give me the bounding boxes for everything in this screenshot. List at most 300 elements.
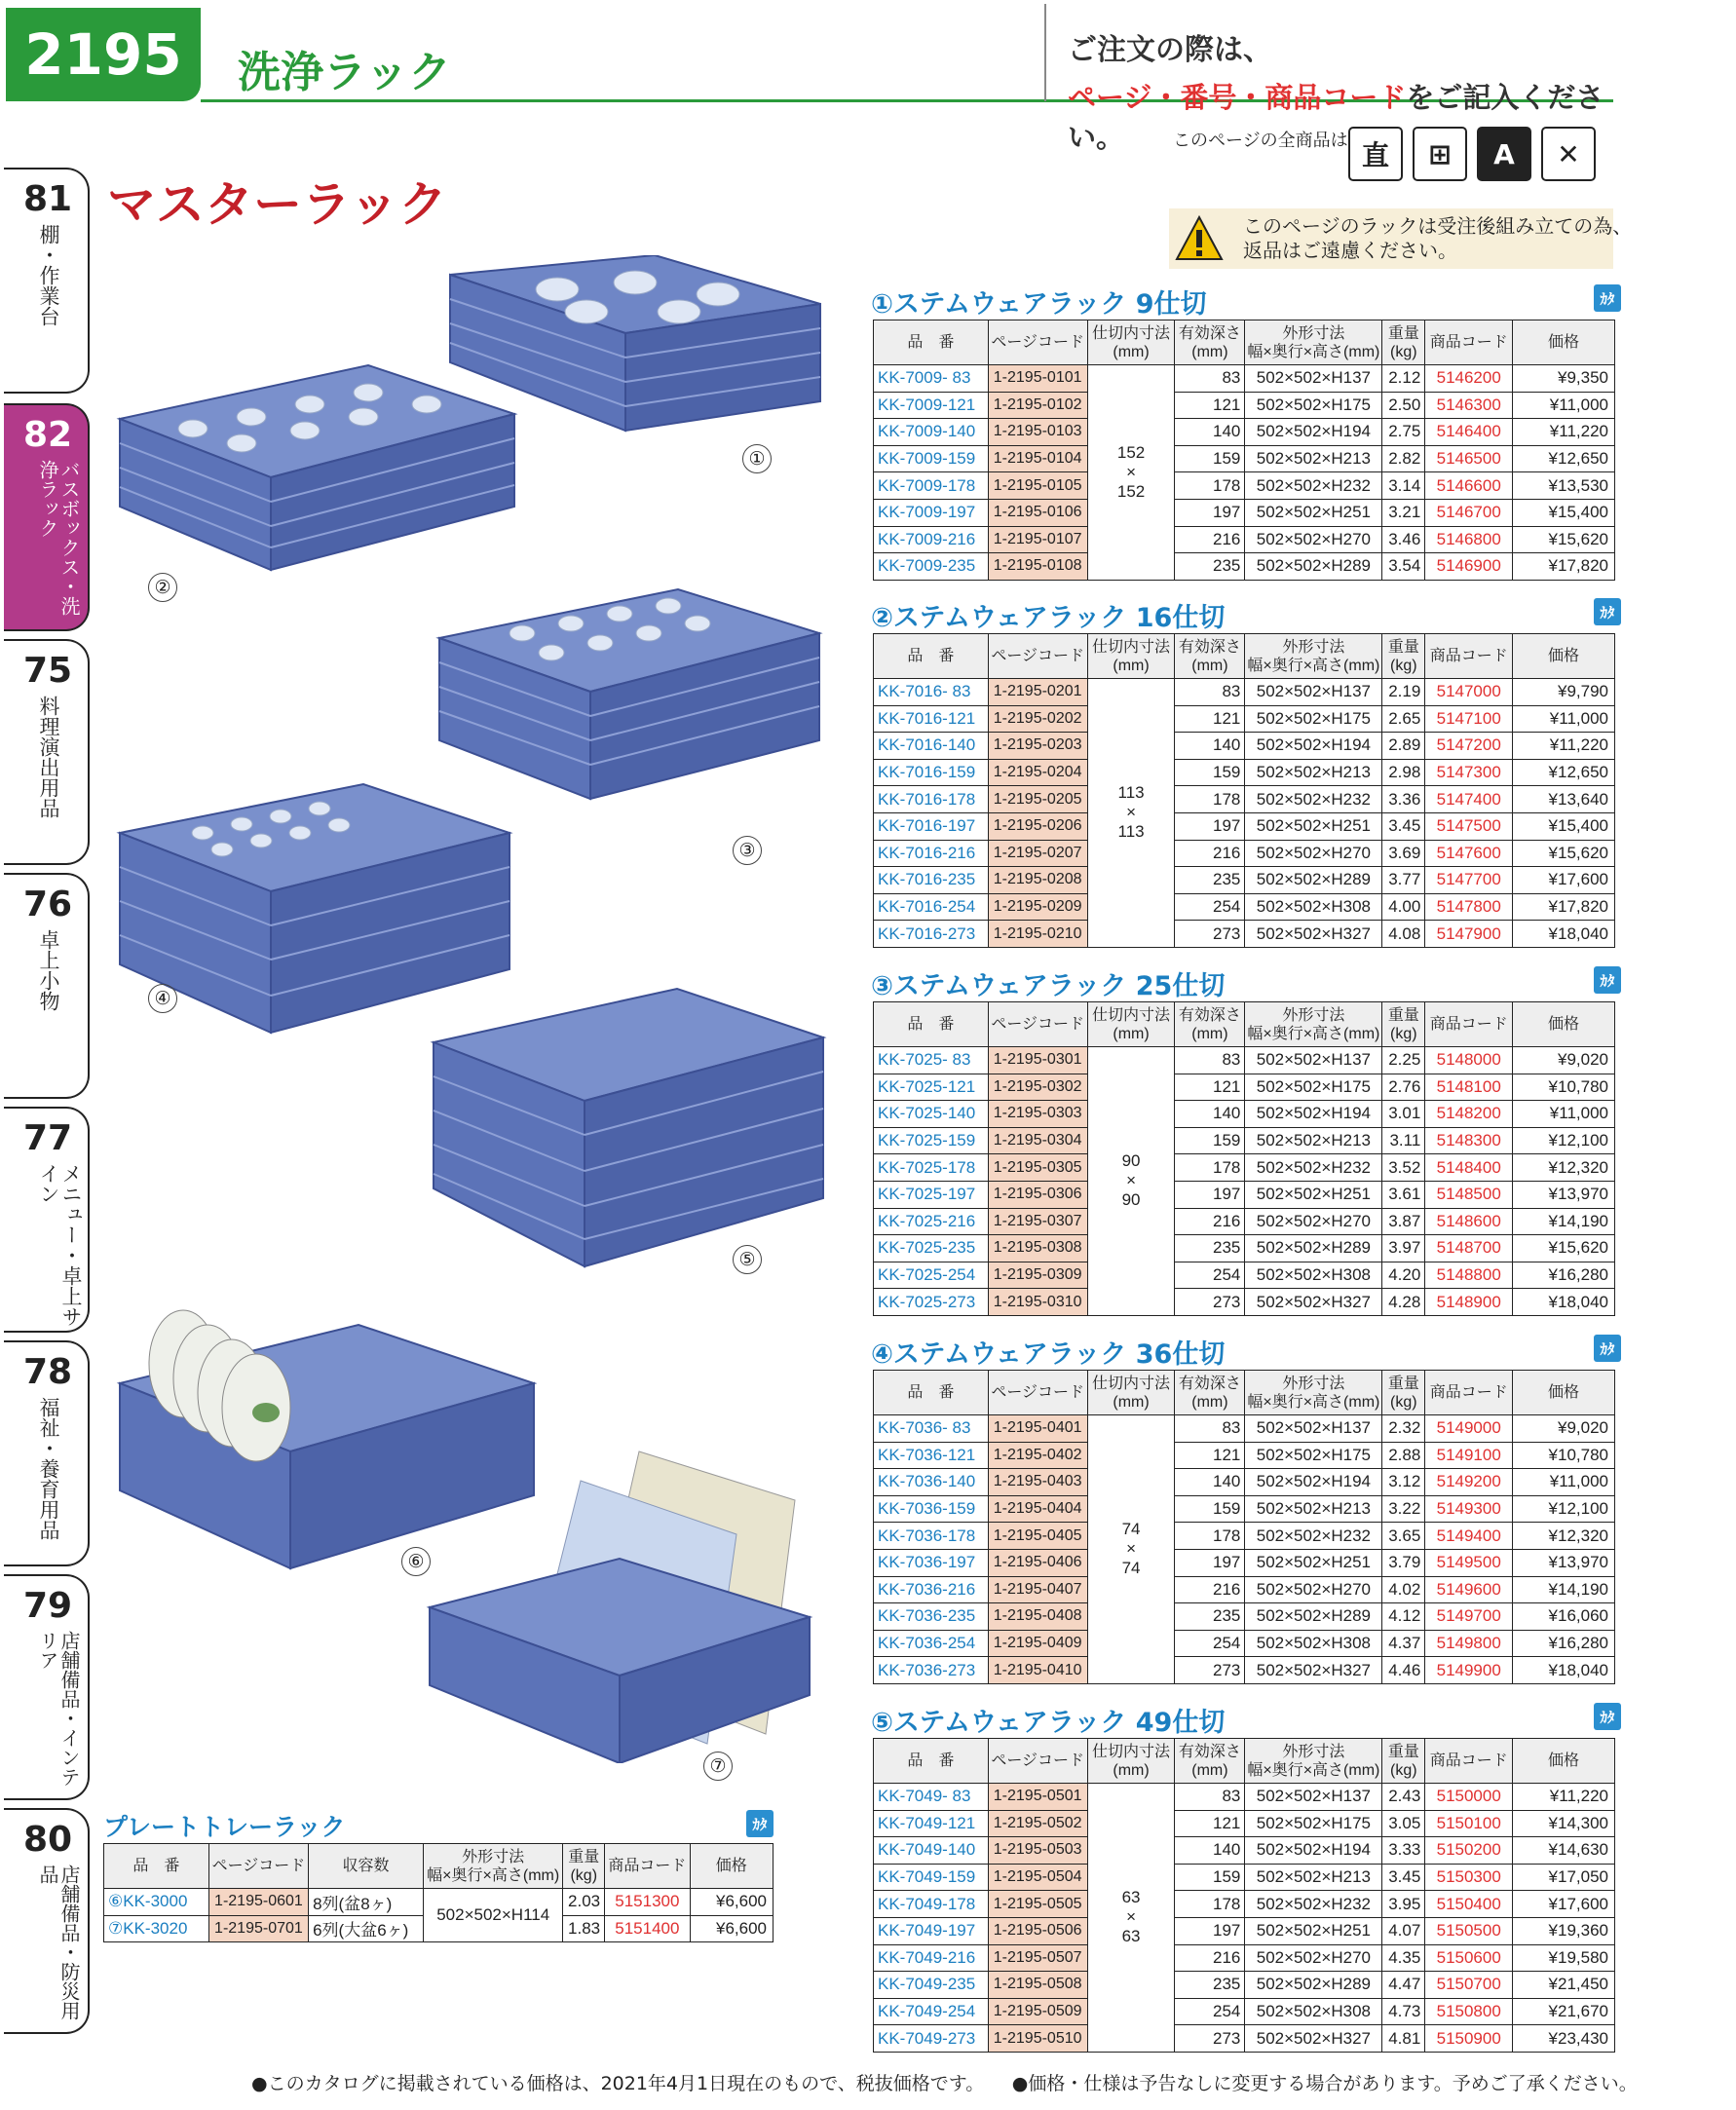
price: ¥11,000 xyxy=(1513,1469,1615,1496)
col-partition-label: 仕切内寸法 xyxy=(1092,1743,1171,1760)
col-product-code: 商品コード xyxy=(1425,1739,1513,1784)
item-code: KK-7025-235 xyxy=(874,1235,989,1262)
item-code: KK-7049-254 xyxy=(874,1998,989,2025)
table-row[interactable] xyxy=(874,1442,1615,1469)
product-code: 5146700 xyxy=(1425,499,1513,526)
depth: 159 xyxy=(1175,445,1245,472)
price: ¥13,530 xyxy=(1513,472,1615,500)
tab-77[interactable] xyxy=(4,1107,90,1333)
col-depth xyxy=(1175,1371,1245,1415)
section-title: ③ステムウェアラック 25仕切 xyxy=(871,971,1226,1001)
table-row[interactable] xyxy=(874,733,1615,760)
weight: 3.61 xyxy=(1382,1181,1425,1208)
product-code: 5148300 xyxy=(1425,1127,1513,1154)
depth: 178 xyxy=(1175,472,1245,500)
product-code: 5148900 xyxy=(1425,1289,1513,1316)
price: ¥9,350 xyxy=(1513,365,1615,393)
col-depth-label: 有効深さ xyxy=(1178,324,1241,342)
table-row[interactable] xyxy=(874,2025,1615,2053)
tab-76[interactable] xyxy=(4,873,90,1099)
outer-size: 502×502×H213 xyxy=(1245,1127,1382,1154)
page-code: 1-2195-0209 xyxy=(988,893,1087,921)
weight: 2.43 xyxy=(1382,1784,1425,1811)
depth: 140 xyxy=(1175,1837,1245,1865)
table-row[interactable] xyxy=(874,1864,1615,1891)
table-row[interactable] xyxy=(874,1549,1615,1576)
col-code: 品 番 xyxy=(874,634,989,679)
page-code: 1-2195-0502 xyxy=(988,1810,1087,1837)
price: ¥18,040 xyxy=(1513,1289,1615,1316)
page-code: 1-2195-0504 xyxy=(988,1864,1087,1891)
product-table xyxy=(873,320,1615,581)
warning-line1: このページのラックは受注後組み立ての為、 xyxy=(1243,214,1633,238)
product-code: 5146400 xyxy=(1425,419,1513,446)
product-table xyxy=(873,1738,1615,2053)
product-code: 5147900 xyxy=(1425,921,1513,948)
table-row[interactable] xyxy=(874,1154,1615,1182)
table-row[interactable] xyxy=(874,1891,1615,1918)
col-code: 品 番 xyxy=(874,1739,989,1784)
price: ¥15,400 xyxy=(1513,499,1615,526)
table-row[interactable] xyxy=(874,1523,1615,1550)
kana-icon: ｶﾀ xyxy=(1594,1703,1621,1730)
depth: 235 xyxy=(1175,553,1245,581)
table-row[interactable] xyxy=(874,1495,1615,1523)
depth: 140 xyxy=(1175,1469,1245,1496)
weight: 2.03 xyxy=(563,1889,605,1916)
col-price: 価格 xyxy=(1513,320,1615,365)
price: ¥17,600 xyxy=(1513,867,1615,894)
depth: 159 xyxy=(1175,1127,1245,1154)
outer-size: 502×502×H232 xyxy=(1245,1891,1382,1918)
table-row[interactable] xyxy=(874,499,1615,526)
table-row[interactable] xyxy=(874,365,1615,393)
rack-image-5 xyxy=(429,984,828,1276)
tab-79[interactable] xyxy=(4,1574,90,1800)
table-row[interactable] xyxy=(874,1784,1615,1811)
tab-81[interactable] xyxy=(4,168,90,394)
page-code: 1-2195-0302 xyxy=(988,1074,1087,1101)
product-code: 5150700 xyxy=(1425,1972,1513,1999)
warning-box xyxy=(1169,208,1633,269)
item-code: KK-7049-140 xyxy=(874,1837,989,1865)
table-row[interactable] xyxy=(874,840,1615,867)
item-code: KK-7036-121 xyxy=(874,1442,989,1469)
weight: 3.65 xyxy=(1382,1523,1425,1550)
tab-80[interactable] xyxy=(4,1808,90,2034)
price: ¥15,620 xyxy=(1513,1235,1615,1262)
depth: 254 xyxy=(1175,1262,1245,1289)
outer-size: 502×502×H194 xyxy=(1245,1101,1382,1128)
product-code: 5149700 xyxy=(1425,1603,1513,1631)
outer-size: 502×502×H289 xyxy=(1245,553,1382,581)
weight: 2.75 xyxy=(1382,419,1425,446)
table-row[interactable] xyxy=(104,1889,774,1916)
table-row[interactable] xyxy=(874,1208,1615,1235)
table-row[interactable] xyxy=(874,1415,1615,1443)
page-code: 1-2195-0206 xyxy=(988,812,1087,840)
price: ¥14,190 xyxy=(1513,1208,1615,1235)
table-row[interactable] xyxy=(874,472,1615,500)
tab-number: 80 xyxy=(23,1820,73,1860)
page-code: 1-2195-0204 xyxy=(988,759,1087,786)
col-weight xyxy=(1382,1739,1425,1784)
tab-label: 棚・作業台 xyxy=(37,224,60,326)
table-row[interactable] xyxy=(874,867,1615,894)
weight: 2.82 xyxy=(1382,445,1425,472)
item-code: KK-7009-216 xyxy=(874,526,989,553)
table-row[interactable] xyxy=(874,705,1615,733)
col-depth xyxy=(1175,634,1245,679)
outer-size: 502×502×H213 xyxy=(1245,1495,1382,1523)
item-code: KK-7009-197 xyxy=(874,499,989,526)
col-depth-unit: (mm) xyxy=(1191,657,1228,674)
tab-number: 76 xyxy=(23,885,73,924)
outer-size: 502×502×H270 xyxy=(1245,526,1382,553)
col-depth-label: 有効深さ xyxy=(1178,1743,1241,1760)
image-label-1: ① xyxy=(742,444,772,473)
col-weight-unit: (kg) xyxy=(1390,343,1417,360)
weight: 3.36 xyxy=(1382,786,1425,813)
item-code: ⑦KK-3020 xyxy=(104,1915,209,1942)
product-code: 5148100 xyxy=(1425,1074,1513,1101)
tab-label: 店舗備品・インテリア xyxy=(36,1631,81,1787)
page-number: 2195 xyxy=(6,8,201,101)
price: ¥19,580 xyxy=(1513,1944,1615,1972)
page-code: 1-2195-0202 xyxy=(988,705,1087,733)
partition-w: 152 xyxy=(1116,442,1146,462)
kana-icon: ｶﾀ xyxy=(1594,598,1621,625)
product-code: 5149200 xyxy=(1425,1469,1513,1496)
depth: 121 xyxy=(1175,705,1245,733)
price: ¥13,970 xyxy=(1513,1549,1615,1576)
page-code: 1-2195-0304 xyxy=(988,1127,1087,1154)
weight: 3.45 xyxy=(1382,812,1425,840)
product-code: 5147700 xyxy=(1425,867,1513,894)
col-depth xyxy=(1175,1739,1245,1784)
page-code: 1-2195-0407 xyxy=(988,1576,1087,1603)
price: ¥13,640 xyxy=(1513,786,1615,813)
col-outer xyxy=(1245,1002,1382,1047)
partition-w: 63 xyxy=(1121,1888,1141,1907)
product-code: 5150100 xyxy=(1425,1810,1513,1837)
col-partition-label: 仕切内寸法 xyxy=(1092,1375,1171,1392)
depth: 178 xyxy=(1175,1891,1245,1918)
warning-line2: 返品はご遠慮ください。 xyxy=(1243,239,1457,262)
image-label-6: ⑥ xyxy=(401,1547,431,1576)
col-depth-unit: (mm) xyxy=(1191,1025,1228,1042)
table-row[interactable] xyxy=(874,893,1615,921)
depth: 140 xyxy=(1175,733,1245,760)
item-code: KK-7016-178 xyxy=(874,786,989,813)
col-partition xyxy=(1087,634,1175,679)
table-row[interactable] xyxy=(874,1101,1615,1128)
page-code: 1-2195-0203 xyxy=(988,733,1087,760)
col-product-code: 商品コード xyxy=(1425,634,1513,679)
outer-size: 502×502×H308 xyxy=(1245,1630,1382,1657)
table-row[interactable] xyxy=(874,553,1615,581)
price: ¥12,320 xyxy=(1513,1523,1615,1550)
depth: 235 xyxy=(1175,1235,1245,1262)
table-row[interactable] xyxy=(874,1657,1615,1684)
col-price: 価格 xyxy=(690,1844,773,1889)
weight: 3.11 xyxy=(1382,1127,1425,1154)
weight: 3.87 xyxy=(1382,1208,1425,1235)
col-outer xyxy=(424,1844,563,1889)
outer-size: 502×502×H114 xyxy=(424,1889,563,1942)
col-weight-unit: (kg) xyxy=(1390,1761,1417,1779)
tab-label: 料理演出用品 xyxy=(37,696,60,818)
rack-image-7 xyxy=(425,1442,814,1763)
table-row[interactable] xyxy=(874,445,1615,472)
table-row[interactable] xyxy=(874,1576,1615,1603)
outer-size: 502×502×H251 xyxy=(1245,1181,1382,1208)
col-price: 価格 xyxy=(1513,1002,1615,1047)
image-label-5: ⑤ xyxy=(733,1245,762,1274)
item-code: KK-7009-159 xyxy=(874,445,989,472)
table-row[interactable] xyxy=(874,812,1615,840)
page-code: 1-2195-0406 xyxy=(988,1549,1087,1576)
price: ¥16,280 xyxy=(1513,1262,1615,1289)
table-row[interactable] xyxy=(874,1837,1615,1865)
item-code: KK-7016- 83 xyxy=(874,679,989,706)
item-code: KK-7049-235 xyxy=(874,1972,989,1999)
item-code: KK-7049-273 xyxy=(874,2025,989,2053)
table-row[interactable] xyxy=(874,1074,1615,1101)
col-outer-label: 外形寸法 xyxy=(1282,1743,1345,1760)
depth: 216 xyxy=(1175,1208,1245,1235)
weight: 2.76 xyxy=(1382,1074,1425,1101)
table-row[interactable] xyxy=(874,1917,1615,1944)
table-row[interactable] xyxy=(874,1998,1615,2025)
kana-icon: ｶﾀ xyxy=(1594,1335,1621,1362)
price: ¥17,820 xyxy=(1513,553,1615,581)
partition-d: 74 xyxy=(1121,1559,1141,1578)
weight: 4.08 xyxy=(1382,921,1425,948)
rack-image-2 xyxy=(115,360,524,584)
item-code: KK-7025-159 xyxy=(874,1127,989,1154)
tab-label: 店舗備品・防災用品 xyxy=(36,1865,81,2020)
product-code: 5149800 xyxy=(1425,1630,1513,1657)
table-row[interactable] xyxy=(874,392,1615,419)
table-row[interactable] xyxy=(874,1262,1615,1289)
depth: 197 xyxy=(1175,812,1245,840)
product-code: 5147100 xyxy=(1425,705,1513,733)
col-partition-unit: (mm) xyxy=(1113,1025,1150,1042)
col-page-code: ページコード xyxy=(988,1739,1087,1784)
warning-text xyxy=(1243,214,1632,263)
order-notice-line1: ご注文の際は、 xyxy=(1068,33,1272,67)
depth: 121 xyxy=(1175,1074,1245,1101)
col-depth xyxy=(1175,320,1245,365)
col-partition-label: 仕切内寸法 xyxy=(1092,1006,1171,1024)
depth: 159 xyxy=(1175,1495,1245,1523)
tab-number: 81 xyxy=(23,179,73,219)
product-code: 5148200 xyxy=(1425,1101,1513,1128)
table-row[interactable] xyxy=(874,1127,1615,1154)
product-table xyxy=(873,633,1615,948)
item-code: KK-7036-254 xyxy=(874,1630,989,1657)
tab-number: 78 xyxy=(23,1352,73,1392)
tab-label: 卓上小物 xyxy=(37,929,60,1011)
table-row[interactable] xyxy=(874,1603,1615,1631)
page-code: 1-2195-0306 xyxy=(988,1181,1087,1208)
warning-icon xyxy=(1175,214,1224,263)
table-row[interactable] xyxy=(874,786,1615,813)
weight: 3.95 xyxy=(1382,1891,1425,1918)
price: ¥23,430 xyxy=(1513,2025,1615,2053)
table-row[interactable] xyxy=(874,1972,1615,1999)
price: ¥18,040 xyxy=(1513,1657,1615,1684)
tab-75[interactable] xyxy=(4,639,90,865)
depth: 83 xyxy=(1175,1047,1245,1074)
col-product-code: 商品コード xyxy=(1425,1002,1513,1047)
item-code: KK-7049-216 xyxy=(874,1944,989,1972)
outer-size: 502×502×H175 xyxy=(1245,1442,1382,1469)
depth: 83 xyxy=(1175,1784,1245,1811)
table-row[interactable] xyxy=(874,1047,1615,1074)
page-code: 1-2195-0210 xyxy=(988,921,1087,948)
col-weight-unit: (kg) xyxy=(570,1866,598,1884)
outer-size: 502×502×H175 xyxy=(1245,1074,1382,1101)
item-code: KK-7025-197 xyxy=(874,1181,989,1208)
weight: 4.47 xyxy=(1382,1972,1425,1999)
depth: 121 xyxy=(1175,392,1245,419)
truck-icon: A xyxy=(1477,127,1531,181)
col-weight xyxy=(563,1844,605,1889)
product-code: 5150300 xyxy=(1425,1864,1513,1891)
product-code: 5148500 xyxy=(1425,1181,1513,1208)
section-title: ⑤ステムウェアラック 49仕切 xyxy=(871,1708,1226,1738)
tab-82[interactable] xyxy=(4,403,90,631)
outer-size: 502×502×H213 xyxy=(1245,445,1382,472)
col-weight-label: 重量 xyxy=(1387,324,1419,342)
table-row[interactable] xyxy=(874,526,1615,553)
outer-size: 502×502×H270 xyxy=(1245,840,1382,867)
page-code: 1-2195-0105 xyxy=(988,472,1087,500)
price: ¥17,600 xyxy=(1513,1891,1615,1918)
partition-d: 152 xyxy=(1116,481,1146,501)
weight: 4.35 xyxy=(1382,1944,1425,1972)
page-code: 1-2195-0205 xyxy=(988,786,1087,813)
capacity: 8列(盆8ヶ) xyxy=(309,1889,424,1916)
weight: 2.98 xyxy=(1382,759,1425,786)
item-code: KK-7009-121 xyxy=(874,392,989,419)
col-page-code: ページコード xyxy=(988,320,1087,365)
depth: 216 xyxy=(1175,1576,1245,1603)
depth: 159 xyxy=(1175,1864,1245,1891)
table-row[interactable] xyxy=(874,1289,1615,1316)
item-code: KK-7036- 83 xyxy=(874,1415,989,1443)
weight: 4.00 xyxy=(1382,893,1425,921)
outer-size: 502×502×H327 xyxy=(1245,1289,1382,1316)
table-row[interactable] xyxy=(874,1469,1615,1496)
tab-label: 福祉・養育用品 xyxy=(37,1397,60,1540)
table-row[interactable] xyxy=(874,759,1615,786)
weight: 3.21 xyxy=(1382,499,1425,526)
tab-78[interactable] xyxy=(4,1340,90,1566)
outer-size: 502×502×H327 xyxy=(1245,921,1382,948)
product-code: 5150200 xyxy=(1425,1837,1513,1865)
price: ¥14,300 xyxy=(1513,1810,1615,1837)
item-code: KK-7036-178 xyxy=(874,1523,989,1550)
table-row[interactable] xyxy=(874,1810,1615,1837)
item-code: KK-7049-197 xyxy=(874,1917,989,1944)
depth: 254 xyxy=(1175,893,1245,921)
table-row[interactable] xyxy=(874,921,1615,948)
product-code: 5148400 xyxy=(1425,1154,1513,1182)
outer-size: 502×502×H232 xyxy=(1245,472,1382,500)
table-row[interactable] xyxy=(874,1630,1615,1657)
page-code: 1-2195-0409 xyxy=(988,1630,1087,1657)
item-code: KK-7016-254 xyxy=(874,893,989,921)
product-code: 5149900 xyxy=(1425,1657,1513,1684)
page-code: 1-2195-0303 xyxy=(988,1101,1087,1128)
page-code: 1-2195-0309 xyxy=(988,1262,1087,1289)
outer-size: 502×502×H251 xyxy=(1245,1917,1382,1944)
price: ¥11,000 xyxy=(1513,705,1615,733)
item-code: ⑥KK-3000 xyxy=(104,1889,209,1916)
section-title: ①ステムウェアラック 9仕切 xyxy=(871,289,1207,320)
col-partition-label: 仕切内寸法 xyxy=(1092,324,1171,342)
table-row[interactable] xyxy=(874,679,1615,706)
depth: 273 xyxy=(1175,1289,1245,1316)
item-code: KK-7016-140 xyxy=(874,733,989,760)
partition-x: × xyxy=(1126,1539,1137,1559)
weight: 2.12 xyxy=(1382,365,1425,393)
col-weight-label: 重量 xyxy=(1387,1375,1419,1392)
page-code: 1-2195-0102 xyxy=(988,392,1087,419)
outer-size: 502×502×H289 xyxy=(1245,867,1382,894)
weight: 2.50 xyxy=(1382,392,1425,419)
price: ¥16,280 xyxy=(1513,1630,1615,1657)
price: ¥11,220 xyxy=(1513,733,1615,760)
price: ¥6,600 xyxy=(690,1915,773,1942)
price: ¥18,040 xyxy=(1513,921,1615,948)
weight: 3.33 xyxy=(1382,1837,1425,1865)
col-partition xyxy=(1087,1739,1175,1784)
table-row[interactable] xyxy=(874,1235,1615,1262)
table-row[interactable] xyxy=(874,419,1615,446)
price: ¥12,650 xyxy=(1513,445,1615,472)
col-code: 品 番 xyxy=(874,320,989,365)
product-code: 5146800 xyxy=(1425,526,1513,553)
col-outer xyxy=(1245,1739,1382,1784)
table-row[interactable] xyxy=(874,1944,1615,1972)
page-code: 1-2195-0207 xyxy=(988,840,1087,867)
product-code: 5147600 xyxy=(1425,840,1513,867)
col-product-code: 商品コード xyxy=(1425,1371,1513,1415)
table-row[interactable] xyxy=(874,1181,1615,1208)
price: ¥12,320 xyxy=(1513,1154,1615,1182)
item-code: KK-7036-235 xyxy=(874,1603,989,1631)
weight: 3.77 xyxy=(1382,867,1425,894)
col-code: 品 番 xyxy=(874,1371,989,1415)
item-code: KK-7016-121 xyxy=(874,705,989,733)
image-label-2: ② xyxy=(148,573,177,602)
footer-note-1: ●このカタログに掲載されている価格は、2021年4月1日現在のもので、税抜価格です。 xyxy=(251,2073,975,2094)
outer-size: 502×502×H213 xyxy=(1245,1864,1382,1891)
product-code: 5147800 xyxy=(1425,893,1513,921)
price: ¥11,220 xyxy=(1513,1784,1615,1811)
item-code: KK-7025-178 xyxy=(874,1154,989,1182)
price: ¥11,220 xyxy=(1513,419,1615,446)
weight: 4.07 xyxy=(1382,1917,1425,1944)
partition-size xyxy=(1087,1047,1175,1316)
item-code: KK-7025-254 xyxy=(874,1262,989,1289)
partition-w: 90 xyxy=(1121,1151,1141,1171)
outer-size: 502×502×H270 xyxy=(1245,1208,1382,1235)
